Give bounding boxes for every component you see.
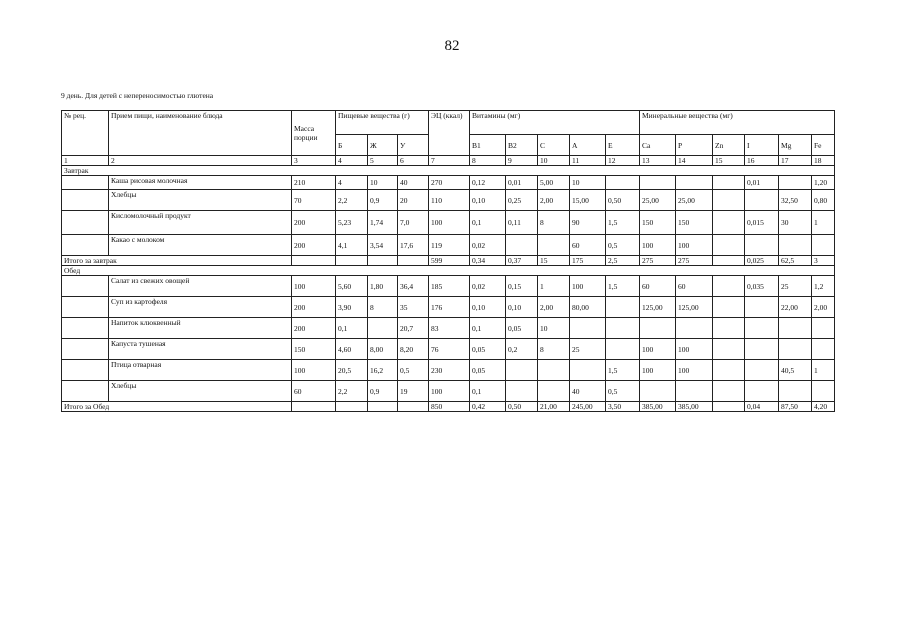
total-value-cell: 0,025	[745, 256, 779, 266]
value-cell	[538, 235, 570, 256]
value-cell: 200	[292, 297, 336, 318]
total-value-cell: 62,5	[779, 256, 812, 266]
value-cell: 1,2	[812, 276, 835, 297]
value-cell: 0,5	[606, 381, 640, 402]
value-cell	[676, 381, 713, 402]
value-cell: 210	[292, 176, 336, 190]
dish-row	[62, 381, 835, 402]
value-cell: 8	[538, 211, 570, 235]
recipe-number-cell	[62, 360, 109, 381]
dish-row	[62, 190, 835, 211]
value-cell	[506, 235, 538, 256]
value-cell: 100	[429, 381, 470, 402]
total-value-cell	[292, 402, 336, 412]
recipe-number-cell	[62, 211, 109, 235]
value-cell: 10	[368, 176, 398, 190]
value-cell: 0,2	[506, 339, 538, 360]
value-cell	[745, 360, 779, 381]
value-cell: 2,2	[336, 190, 368, 211]
value-cell: 5,60	[336, 276, 368, 297]
value-cell: 100	[640, 360, 676, 381]
total-value-cell	[336, 256, 368, 266]
value-cell	[676, 318, 713, 339]
value-cell: 0,1	[470, 318, 506, 339]
recipe-number-cell	[62, 276, 109, 297]
total-value-cell	[368, 402, 398, 412]
value-cell: 76	[429, 339, 470, 360]
value-cell: 270	[429, 176, 470, 190]
table-caption: 9 день. Для детей с непереносимостью глютена	[61, 91, 214, 100]
total-row	[62, 256, 835, 266]
value-cell: 0,1	[470, 211, 506, 235]
value-cell: 25	[779, 276, 812, 297]
value-cell: 60	[640, 276, 676, 297]
value-cell: 0,05	[470, 360, 506, 381]
column-number: 6	[398, 156, 429, 166]
vitamin-col-header: B1	[470, 135, 506, 156]
header-row-top	[62, 111, 835, 135]
value-cell	[713, 211, 745, 235]
value-cell: 0,15	[506, 276, 538, 297]
mineral-col-header: Fe	[812, 135, 835, 156]
value-cell	[713, 235, 745, 256]
value-cell	[812, 318, 835, 339]
value-cell	[779, 176, 812, 190]
header-vitamins: Витамины (мг)	[470, 111, 640, 135]
value-cell: 3,90	[336, 297, 368, 318]
value-cell: 10	[538, 318, 570, 339]
value-cell: 150	[640, 211, 676, 235]
total-value-cell	[336, 402, 368, 412]
dish-name: Кисломолочный продукт	[109, 211, 292, 235]
value-cell: 1,5	[606, 211, 640, 235]
value-cell: 60	[292, 381, 336, 402]
value-cell	[368, 318, 398, 339]
value-cell: 8	[368, 297, 398, 318]
value-cell: 32,50	[779, 190, 812, 211]
total-value-cell	[398, 402, 429, 412]
value-cell	[640, 176, 676, 190]
total-row	[62, 402, 835, 412]
total-value-cell: 21,00	[538, 402, 570, 412]
value-cell: 20,7	[398, 318, 429, 339]
value-cell: 200	[292, 211, 336, 235]
column-number: 7	[429, 156, 470, 166]
dish-name: Птица отварная	[109, 360, 292, 381]
value-cell: 0,25	[506, 190, 538, 211]
value-cell: 0,02	[470, 276, 506, 297]
value-cell: 60	[570, 235, 606, 256]
vitamin-col-header: A	[570, 135, 606, 156]
value-cell	[745, 297, 779, 318]
value-cell	[506, 360, 538, 381]
column-number: 16	[745, 156, 779, 166]
column-number: 13	[640, 156, 676, 166]
value-cell: 110	[429, 190, 470, 211]
value-cell: 0,9	[368, 381, 398, 402]
value-cell: 2,00	[538, 190, 570, 211]
value-cell: 0,12	[470, 176, 506, 190]
value-cell: 0,10	[470, 190, 506, 211]
dish-name: Каша рисовая молочная	[109, 176, 292, 190]
total-value-cell	[398, 256, 429, 266]
dish-name: Капуста тушеная	[109, 339, 292, 360]
vitamin-col-header: B2	[506, 135, 538, 156]
mineral-col-header: I	[745, 135, 779, 156]
column-number: 10	[538, 156, 570, 166]
value-cell	[745, 318, 779, 339]
value-cell: 100	[429, 211, 470, 235]
value-cell	[538, 381, 570, 402]
total-value-cell: 385,00	[640, 402, 676, 412]
vitamin-col-header: C	[538, 135, 570, 156]
total-value-cell: 0,42	[470, 402, 506, 412]
value-cell: 1,74	[368, 211, 398, 235]
section-header-row	[62, 266, 835, 276]
recipe-number-cell	[62, 190, 109, 211]
column-number: 17	[779, 156, 812, 166]
dish-name: Напиток клюквенный	[109, 318, 292, 339]
section-title: Завтрак	[62, 166, 835, 176]
value-cell	[506, 381, 538, 402]
value-cell	[745, 381, 779, 402]
column-number: 5	[368, 156, 398, 166]
value-cell: 0,10	[470, 297, 506, 318]
value-cell	[713, 190, 745, 211]
value-cell	[812, 339, 835, 360]
value-cell: 5,23	[336, 211, 368, 235]
vitamin-col-header: E	[606, 135, 640, 156]
value-cell	[713, 276, 745, 297]
total-value-cell: 15	[538, 256, 570, 266]
column-number: 3	[292, 156, 336, 166]
value-cell: 80,00	[570, 297, 606, 318]
value-cell: 0,01	[745, 176, 779, 190]
dish-name: Суп из картофеля	[109, 297, 292, 318]
value-cell: 0,05	[506, 318, 538, 339]
value-cell	[606, 339, 640, 360]
value-cell: 150	[292, 339, 336, 360]
section-title: Обед	[62, 266, 835, 276]
value-cell: 40,5	[779, 360, 812, 381]
nutrient-col-header: Ж	[368, 135, 398, 156]
value-cell: 1	[812, 211, 835, 235]
value-cell: 0,9	[368, 190, 398, 211]
value-cell	[570, 318, 606, 339]
mineral-col-header: P	[676, 135, 713, 156]
recipe-number-cell	[62, 235, 109, 256]
nutrient-col-header: Б	[336, 135, 368, 156]
dish-row	[62, 176, 835, 190]
value-cell: 100	[640, 235, 676, 256]
column-number: 11	[570, 156, 606, 166]
total-value-cell	[292, 256, 336, 266]
dish-row	[62, 276, 835, 297]
value-cell: 30	[779, 211, 812, 235]
total-label: Итого за Обед	[62, 402, 292, 412]
value-cell: 100	[640, 339, 676, 360]
total-value-cell	[713, 256, 745, 266]
value-cell	[812, 381, 835, 402]
value-cell	[606, 297, 640, 318]
header-minerals: Минеральные вещества (мг)	[640, 111, 835, 135]
value-cell: 17,6	[398, 235, 429, 256]
value-cell: 7,0	[398, 211, 429, 235]
value-cell: 100	[292, 276, 336, 297]
value-cell: 0,50	[606, 190, 640, 211]
value-cell: 22,00	[779, 297, 812, 318]
value-cell: 1,20	[812, 176, 835, 190]
value-cell: 1,80	[368, 276, 398, 297]
value-cell	[713, 318, 745, 339]
value-cell	[745, 235, 779, 256]
nutrient-col-header: У	[398, 135, 429, 156]
value-cell: 0,035	[745, 276, 779, 297]
dish-row	[62, 318, 835, 339]
recipe-number-cell	[62, 381, 109, 402]
value-cell	[538, 360, 570, 381]
recipe-number-cell	[62, 176, 109, 190]
value-cell: 8	[538, 339, 570, 360]
column-number-row	[62, 156, 835, 166]
value-cell: 0,02	[470, 235, 506, 256]
value-cell: 2,2	[336, 381, 368, 402]
value-cell: 36,4	[398, 276, 429, 297]
total-value-cell	[713, 402, 745, 412]
total-value-cell: 275	[676, 256, 713, 266]
value-cell	[745, 339, 779, 360]
value-cell: 230	[429, 360, 470, 381]
value-cell: 1	[538, 276, 570, 297]
value-cell	[713, 176, 745, 190]
total-value-cell: 385,00	[676, 402, 713, 412]
dish-name: Салат из свежих овощей	[109, 276, 292, 297]
value-cell: 0,5	[398, 360, 429, 381]
value-cell: 60	[676, 276, 713, 297]
value-cell	[640, 381, 676, 402]
value-cell: 0,5	[606, 235, 640, 256]
value-cell: 1,5	[606, 360, 640, 381]
value-cell: 8,20	[398, 339, 429, 360]
total-value-cell: 4,20	[812, 402, 835, 412]
dish-name: Какао с молоком	[109, 235, 292, 256]
header-energy: ЭЦ (ккал)	[429, 111, 470, 156]
column-number: 4	[336, 156, 368, 166]
value-cell: 100	[676, 235, 713, 256]
value-cell	[640, 318, 676, 339]
column-number: 8	[470, 156, 506, 166]
total-value-cell: 3	[812, 256, 835, 266]
value-cell	[606, 318, 640, 339]
total-value-cell: 850	[429, 402, 470, 412]
value-cell: 10	[570, 176, 606, 190]
header-nutrients: Пищевые вещества (г)	[336, 111, 429, 135]
value-cell	[779, 318, 812, 339]
value-cell: 4	[336, 176, 368, 190]
value-cell	[713, 339, 745, 360]
mineral-col-header: Zn	[713, 135, 745, 156]
value-cell: 90	[570, 211, 606, 235]
value-cell: 0,80	[812, 190, 835, 211]
value-cell: 40	[570, 381, 606, 402]
dish-row	[62, 235, 835, 256]
value-cell: 25	[570, 339, 606, 360]
dish-row	[62, 339, 835, 360]
value-cell: 83	[429, 318, 470, 339]
value-cell: 125,00	[640, 297, 676, 318]
value-cell: 0,1	[336, 318, 368, 339]
page-number: 82	[444, 38, 460, 54]
value-cell: 200	[292, 235, 336, 256]
total-value-cell: 2,5	[606, 256, 640, 266]
value-cell: 20,5	[336, 360, 368, 381]
value-cell: 15,00	[570, 190, 606, 211]
total-value-cell: 275	[640, 256, 676, 266]
value-cell: 70	[292, 190, 336, 211]
value-cell: 19	[398, 381, 429, 402]
recipe-number-cell	[62, 318, 109, 339]
dish-row	[62, 211, 835, 235]
value-cell: 3,54	[368, 235, 398, 256]
column-number: 18	[812, 156, 835, 166]
value-cell: 8,00	[368, 339, 398, 360]
value-cell: 20	[398, 190, 429, 211]
total-value-cell: 87,50	[779, 402, 812, 412]
value-cell: 2,00	[538, 297, 570, 318]
value-cell	[713, 360, 745, 381]
dish-name: Хлебцы	[109, 381, 292, 402]
value-cell: 125,00	[676, 297, 713, 318]
value-cell: 35	[398, 297, 429, 318]
value-cell: 100	[676, 360, 713, 381]
value-cell	[812, 235, 835, 256]
section-header-row	[62, 166, 835, 176]
value-cell	[779, 235, 812, 256]
value-cell: 185	[429, 276, 470, 297]
value-cell: 1	[812, 360, 835, 381]
value-cell: 176	[429, 297, 470, 318]
nutrition-table	[61, 110, 835, 412]
value-cell: 1,5	[606, 276, 640, 297]
value-cell: 25,00	[640, 190, 676, 211]
total-value-cell: 0,37	[506, 256, 538, 266]
value-cell: 0,01	[506, 176, 538, 190]
recipe-number-cell	[62, 297, 109, 318]
value-cell	[745, 190, 779, 211]
value-cell	[713, 297, 745, 318]
total-value-cell: 175	[570, 256, 606, 266]
value-cell: 4,1	[336, 235, 368, 256]
column-number: 15	[713, 156, 745, 166]
dish-row	[62, 297, 835, 318]
value-cell: 4,60	[336, 339, 368, 360]
dish-name: Хлебцы	[109, 190, 292, 211]
value-cell: 0,11	[506, 211, 538, 235]
column-number: 1	[62, 156, 109, 166]
total-value-cell: 0,04	[745, 402, 779, 412]
total-value-cell: 245,00	[570, 402, 606, 412]
value-cell: 25,00	[676, 190, 713, 211]
total-value-cell	[368, 256, 398, 266]
total-value-cell: 599	[429, 256, 470, 266]
mineral-col-header: Mg	[779, 135, 812, 156]
header-meal-name: Прием пищи, наименование блюда	[109, 111, 292, 156]
value-cell: 0,10	[506, 297, 538, 318]
total-label: Итого за завтрак	[62, 256, 292, 266]
value-cell: 5,00	[538, 176, 570, 190]
column-number: 14	[676, 156, 713, 166]
total-value-cell: 0,34	[470, 256, 506, 266]
total-value-cell: 3,50	[606, 402, 640, 412]
value-cell: 0,05	[470, 339, 506, 360]
value-cell: 0,015	[745, 211, 779, 235]
header-recipe-no: № рец.	[62, 111, 109, 156]
value-cell	[779, 339, 812, 360]
value-cell: 16,2	[368, 360, 398, 381]
dish-row	[62, 360, 835, 381]
value-cell: 119	[429, 235, 470, 256]
value-cell: 0,1	[470, 381, 506, 402]
value-cell	[676, 176, 713, 190]
column-number: 2	[109, 156, 292, 166]
value-cell: 100	[676, 339, 713, 360]
value-cell	[606, 176, 640, 190]
value-cell: 100	[570, 276, 606, 297]
value-cell	[779, 381, 812, 402]
value-cell: 2,00	[812, 297, 835, 318]
value-cell: 200	[292, 318, 336, 339]
value-cell	[570, 360, 606, 381]
value-cell	[713, 381, 745, 402]
column-number: 12	[606, 156, 640, 166]
value-cell: 40	[398, 176, 429, 190]
value-cell: 100	[292, 360, 336, 381]
total-value-cell: 0,50	[506, 402, 538, 412]
header-mass: Масса порции	[292, 111, 336, 156]
value-cell: 150	[676, 211, 713, 235]
column-number: 9	[506, 156, 538, 166]
recipe-number-cell	[62, 339, 109, 360]
mineral-col-header: Ca	[640, 135, 676, 156]
